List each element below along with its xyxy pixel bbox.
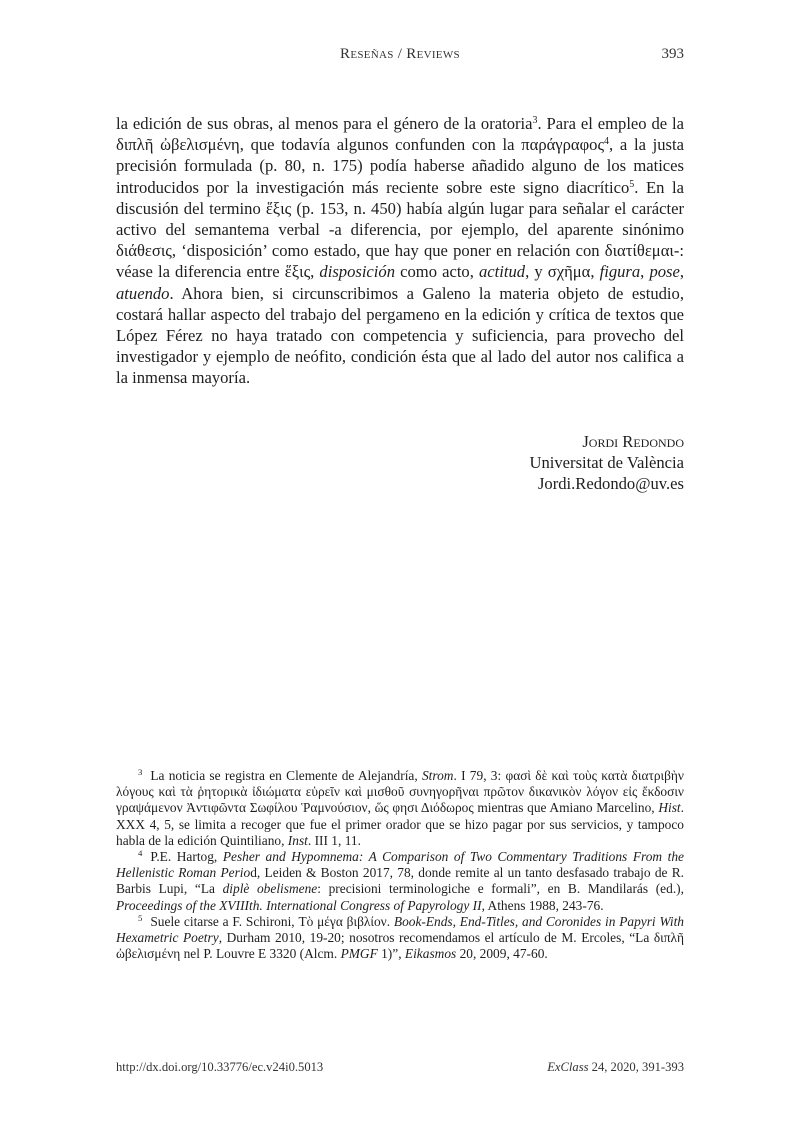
italic-text: diplè obelismene (222, 881, 318, 897)
running-head (116, 46, 684, 68)
footnote-reference[interactable]: 4 (604, 136, 610, 148)
italic-text: Eikasmos (404, 946, 457, 962)
italic-text: disposición (319, 262, 396, 282)
italic-text: Hist (658, 800, 681, 816)
body-paragraph: la edición de sus obras, al menos para el género de la oratoria$^3$. Para el empleo de la διπλῆ ὠβελισμένη, que todavía algunos confunden con la παράγραφος$^4$, a la justa precisión formulada (p. 80, n. 175) podía haberse añadido alguno de los matices introducidos por la investigación más reciente sobre este signo diacrítico$^5$. En la discusión del termino ἕξις (p. 153, n. 450) había algún lugar para señalar el carácter activo del semantema verbal -a diferencia, por ejemplo, del aparente sinónimo διάθεσις, ‘disposición’ como estado, que hay que poner en relación con διατίθεμαι-: véase la diferencia entre ἕξις, disposición como acto, actitud, y σχῆμα, figura, pose, atuendo. Ahora bien, si circunscribimos a Galeno la materia objeto de estudio, costará hallar aspecto del trabajo del pergameno en la edición y crítica de textos que López Férez no haya tratado con competencia y suficiencia, para provecho del investigador y ejemplo de neófito, condición ésta que al lado del autor nos califica a la inmensa mayoría. (116, 114, 685, 388)
italic-text: figura (599, 262, 641, 282)
author-affiliation: Universitat de València (529, 453, 684, 473)
italic-text: Strom (421, 768, 454, 783)
citation-details: 24, 2020, 391-393 (588, 1060, 684, 1074)
footnote-reference[interactable]: 3 (532, 115, 538, 127)
author-name: Jordi Redondo (582, 432, 684, 451)
journal-name: ExClass (547, 1060, 589, 1074)
footnote-4 (116, 849, 684, 914)
footnote-number: 3 (138, 767, 143, 778)
italic-text: Book-Ends, End-Titles, and Coronides in Papyri With Hexametric Poetry (116, 913, 684, 946)
italic-text: atuendo (116, 283, 170, 303)
footnote-number: 4 (138, 848, 143, 859)
body-text (116, 113, 684, 389)
footnote-reference[interactable]: 5 (629, 178, 635, 190)
italic-text: Inst (287, 832, 308, 848)
italic-text: Pesher and Hypomnema: A Comparison of Two Commentary Traditions From the Hellenistic Roman Perio (116, 849, 684, 881)
running-title: Reseñas / Reviews (340, 46, 460, 62)
journal-citation (547, 1060, 684, 1075)
italic-text: pose (649, 262, 680, 282)
author-email[interactable]: Jordi.Redondo@uv.es (537, 474, 684, 494)
italic-text: Proceedings of the XVIIIth. International Congress of Papyrology II (116, 897, 482, 913)
page-number: 393 (661, 46, 684, 62)
doi-link[interactable]: http://dx.doi.org/10.33776/ec.v24i0.5013 (116, 1060, 324, 1074)
footnote-5 (116, 914, 684, 963)
footnotes (116, 768, 684, 962)
footnote-text: P.E. Hartog, Pesher and Hypomnema: A Comparison of Two Commentary Traditions From the Hellenistic Roman Period, Leiden & Boston 2017, 78, donde remite al un tanto desfasado trabajo de R. Barbis Lupi, “La diplè obelismene: precisioni terminologiche e formali”, en B. Mandilarás (ed.), Proceedings of the XVIIIth. International Congress of Papyrology II, Athens 1988, 243-76. (116, 849, 685, 913)
page-footer (116, 1060, 684, 1080)
italic-text: PMGF (340, 946, 378, 962)
italic-text: actitud (479, 262, 526, 282)
author-signature (529, 431, 684, 495)
footnote-text: La noticia se registra en Clemente de Alejandría, Strom. I 79, 3: φασὶ δὲ καὶ τοὺς κατὰ διατριβὴν λόγους καὶ τὰ ῥητορικὰ ἰδιώματα εὑρεῖν καὶ μισθοῦ συνηγορῆναι πρῶτον δικανικὸν λόγον εἰς ἔκδοσιν γραψάμενον Ἀντιφῶντα Σωφίλου Ῥαμνούσιον, ὥς φησι Διόδωρος mientras que Amiano Marcelino, Hist. XXX 4, 5, se limita a recoger que fue el primer orador que se hizo pagar por sus servicios, y tampoco habla de la edición Quintiliano, Inst. III 1, 11. (116, 768, 684, 848)
footnote-3 (116, 768, 684, 849)
footnote-number: 5 (138, 913, 143, 924)
footnote-text: Suele citarse a F. Schironi, Τὸ μέγα βιβλίον. Book-Ends, End-Titles, and Coronides in Papyri With Hexametric Poetry, Durham 2010, 19-20; nosotros recomendamos el artículo de M. Ercoles, “La διπλῆ ὠβελισμένη nel P. Louvre E 3320 (Alcm. PMGF 1)”, Eikasmos 20, 2009, 47-60. (116, 913, 684, 962)
